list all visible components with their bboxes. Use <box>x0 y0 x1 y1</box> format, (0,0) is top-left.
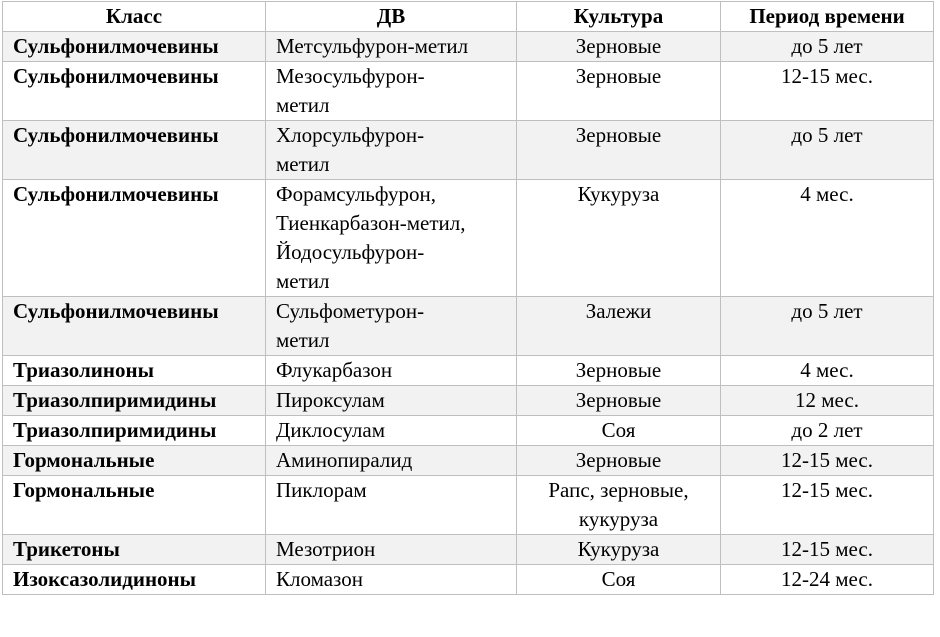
cell-period: до 5 лет <box>721 121 934 180</box>
table-row <box>3 297 934 356</box>
cell-active-ingredient: Аминопиралид <box>266 446 517 476</box>
table-row <box>3 180 934 297</box>
cell-class: Триазолиноны <box>3 356 266 386</box>
cell-class: Сульфонилмочевины <box>3 297 266 356</box>
cell-crop: Зерновые <box>517 32 721 62</box>
cell-active-ingredient: Пиклорам <box>266 476 517 535</box>
herbicide-table <box>2 1 934 595</box>
cell-class: Гормональные <box>3 476 266 535</box>
cell-crop: Зерновые <box>517 446 721 476</box>
table-row <box>3 62 934 121</box>
cell-active-ingredient: Сульфометурон- метил <box>266 297 517 356</box>
cell-active-ingredient: Мезотрион <box>266 535 517 565</box>
table-row <box>3 476 934 535</box>
cell-period: 4 мес. <box>721 356 934 386</box>
cell-class: Триазолпиримидины <box>3 386 266 416</box>
cell-crop: Кукуруза <box>517 180 721 297</box>
cell-active-ingredient: Хлорсульфурон- метил <box>266 121 517 180</box>
cell-class: Трикетоны <box>3 535 266 565</box>
cell-crop: Кукуруза <box>517 535 721 565</box>
cell-crop: Соя <box>517 416 721 446</box>
cell-period: 4 мес. <box>721 180 934 297</box>
table-row <box>3 32 934 62</box>
cell-class: Сульфонилмочевины <box>3 121 266 180</box>
cell-period: до 5 лет <box>721 32 934 62</box>
cell-crop: Рапс, зерновые, кукуруза <box>517 476 721 535</box>
table-row <box>3 565 934 595</box>
cell-crop: Зерновые <box>517 62 721 121</box>
table-row <box>3 356 934 386</box>
cell-period: до 2 лет <box>721 416 934 446</box>
cell-active-ingredient: Форамсульфурон, Тиенкарбазон-метил, Йодосульфурон- метил <box>266 180 517 297</box>
cell-class: Триазолпиримидины <box>3 416 266 446</box>
cell-active-ingredient: Мезосульфурон- метил <box>266 62 517 121</box>
cell-class: Изоксазолидиноны <box>3 565 266 595</box>
cell-active-ingredient: Кломазон <box>266 565 517 595</box>
header-row <box>3 2 934 32</box>
header-crop: Культура <box>517 2 721 32</box>
header-active-ingredient: ДВ <box>266 2 517 32</box>
cell-active-ingredient: Метсульфурон-метил <box>266 32 517 62</box>
table-row <box>3 121 934 180</box>
herbicide-table-container <box>2 1 934 595</box>
header-class: Класс <box>3 2 266 32</box>
cell-class: Сульфонилмочевины <box>3 180 266 297</box>
cell-class: Сульфонилмочевины <box>3 32 266 62</box>
table-row <box>3 446 934 476</box>
cell-class: Сульфонилмочевины <box>3 62 266 121</box>
cell-crop: Зерновые <box>517 356 721 386</box>
cell-crop: Залежи <box>517 297 721 356</box>
cell-period: 12-15 мес. <box>721 62 934 121</box>
cell-period: 12 мес. <box>721 386 934 416</box>
cell-period: 12-24 мес. <box>721 565 934 595</box>
cell-active-ingredient: Флукарбазон <box>266 356 517 386</box>
table-row <box>3 416 934 446</box>
table-row <box>3 386 934 416</box>
header-period: Период времени <box>721 2 934 32</box>
cell-period: 12-15 мес. <box>721 446 934 476</box>
cell-active-ingredient: Диклосулам <box>266 416 517 446</box>
cell-period: 12-15 мес. <box>721 535 934 565</box>
cell-class: Гормональные <box>3 446 266 476</box>
cell-crop: Зерновые <box>517 121 721 180</box>
table-row <box>3 535 934 565</box>
cell-active-ingredient: Пироксулам <box>266 386 517 416</box>
cell-period: 12-15 мес. <box>721 476 934 535</box>
cell-crop: Соя <box>517 565 721 595</box>
cell-crop: Зерновые <box>517 386 721 416</box>
cell-period: до 5 лет <box>721 297 934 356</box>
